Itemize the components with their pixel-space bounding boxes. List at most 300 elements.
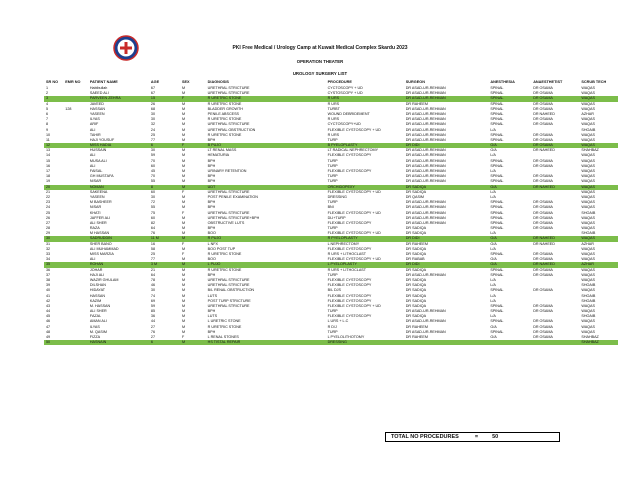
- total-equals: =: [474, 434, 479, 440]
- table-cell: SPINAL: [490, 267, 504, 272]
- table-cell: WAQAS: [581, 226, 595, 231]
- table-cell: DR ASAD-UR-REHMAN: [405, 272, 446, 277]
- table-cell: BPH: [207, 174, 216, 179]
- table-cell: DR ASAD-UR-REHMAN: [405, 158, 446, 163]
- table-cell: TURP: [327, 174, 338, 179]
- table-cell: CYCTOSCOPY+UD: [327, 122, 361, 127]
- table-cell: URETHRAL STRICTURE: [207, 189, 250, 194]
- table-cell: G/A: [490, 241, 497, 246]
- table-cell: L/A: [490, 231, 496, 236]
- table-cell: DR SADIQA: [405, 267, 427, 272]
- table-cell: DR SADIQA: [405, 303, 427, 308]
- table-cell: DR NAHEED: [531, 185, 579, 190]
- table-cell: SPINAL: [490, 220, 504, 225]
- table-cell: 6: [149, 340, 180, 345]
- table-cell: 7: [46, 117, 49, 122]
- table-cell: DR OSAMA: [533, 335, 553, 339]
- table-cell: FIZZA: [89, 335, 101, 339]
- column-header: SCRUB TECH: [581, 80, 607, 85]
- table-cell: SPINAL: [490, 174, 504, 179]
- table-cell: DR ASAD-UR-REHMAN: [405, 215, 446, 220]
- table-cell: 21: [150, 267, 156, 272]
- table-cell: DR OSAMA: [533, 324, 553, 329]
- table-cell: G/A: [490, 257, 497, 262]
- table-cell: DR ASAD-UR-REHMAN: [405, 86, 446, 90]
- table-cell: TURP: [327, 272, 338, 277]
- table-cell: 36: [46, 267, 51, 272]
- table-cell: 30: [150, 117, 156, 122]
- table-cell: SPINAL: [490, 319, 504, 324]
- column-header: AGE: [150, 80, 160, 85]
- table-cell: SPINAL: [490, 137, 504, 142]
- table-cell: 25: [150, 132, 156, 137]
- table-cell: M: [181, 153, 186, 158]
- table-cell: M. HASSAN: [89, 303, 111, 308]
- table-cell: M: [181, 272, 186, 277]
- table-cell: WAQAS: [581, 194, 595, 199]
- table-cell: AMAN ALI: [89, 319, 107, 324]
- table-cell: M: [181, 163, 186, 168]
- table-cell: HAJI YOUSUF: [89, 137, 115, 142]
- column-header: EMR NO: [65, 80, 81, 85]
- table-cell: DR ASAD-UR-REHMAN: [405, 122, 446, 127]
- table-cell: M: [181, 86, 186, 90]
- column-header: SURGEON: [405, 80, 425, 85]
- table-cell: ALI SHER: [89, 309, 107, 314]
- table-cell: KHATI: [89, 210, 101, 215]
- table-cell: DR RAHEEM: [405, 101, 428, 106]
- table-cell: R URETRIC STONE: [207, 117, 242, 122]
- table-cell: M: [181, 267, 186, 272]
- table-cell: 6: [46, 111, 49, 116]
- table-cell: FLEXIBLE CYSTOSCOPY: [327, 314, 372, 319]
- table-cell: WAQAS: [581, 174, 595, 179]
- table-cell: L/A: [490, 127, 496, 132]
- table-cell: 41: [46, 293, 51, 298]
- table-cell: WAQAS: [581, 267, 595, 272]
- table-cell: TURP: [327, 200, 338, 205]
- table-cell: SHAHBAZ: [579, 340, 618, 345]
- table-cell: WAZIR GHULAM: [89, 277, 119, 282]
- table-cell: M: [181, 277, 186, 282]
- table-cell: DR RABAB: [405, 257, 425, 262]
- table-cell: M: [180, 185, 206, 190]
- table-cell: WAQAS: [581, 272, 595, 277]
- table-cell: M: [181, 293, 186, 298]
- table-cell: BPH: [207, 200, 216, 205]
- table-cell: SPINAL: [490, 91, 504, 96]
- table-cell: WAQAS: [581, 324, 595, 329]
- table-cell: FLEXIBLE CYSTOSCOPY: [327, 220, 372, 225]
- table-cell: URINARY RETENTION: [207, 169, 247, 173]
- table-cell: WAQAS: [581, 169, 595, 173]
- table-cell: ALI: [89, 127, 96, 132]
- table-cell: SHOAIB: [581, 231, 596, 236]
- table-cell: SPINAL: [490, 200, 504, 205]
- table-cell: M: [181, 122, 186, 127]
- table-cell: WAQAS: [581, 257, 595, 262]
- table-cell: HIDAYAT: [89, 288, 106, 293]
- table-cell: F: [181, 241, 185, 246]
- table-cell: M: [181, 179, 186, 184]
- column-header: SEX: [181, 80, 190, 85]
- table-cell: 46: [46, 319, 51, 324]
- table-cell: ILYAS: [89, 324, 100, 329]
- table-cell: SPINAL: [490, 132, 504, 137]
- table-cell: DRESSING: [327, 194, 347, 199]
- table-cell: DLI+TURP: [327, 215, 346, 220]
- table-cell: FLEXIBLE CYSTOSCOPY + UD: [327, 210, 381, 215]
- table-cell: F: [181, 210, 185, 215]
- table-cell: 10: [46, 132, 51, 137]
- table-cell: BPH: [207, 205, 216, 210]
- table-cell: AZHAR: [581, 241, 594, 246]
- table-cell: DR NAHEED: [531, 262, 579, 267]
- table-cell: 45: [46, 314, 51, 319]
- table-cell: TURP: [327, 309, 338, 314]
- table-cell: URETHRAL STRICTURE: [207, 86, 250, 90]
- table-cell: M: [181, 288, 186, 293]
- table-cell: 38: [46, 277, 51, 282]
- table-body: [44, 86, 618, 345]
- table-cell: R URETRIC STONE: [207, 252, 242, 256]
- table-cell: 69: [150, 298, 156, 303]
- table-cell: R URS: [327, 132, 340, 137]
- table-cell: ALI: [89, 163, 96, 168]
- table-cell: DR ASAD-UR-REHMAN: [405, 309, 446, 314]
- table-cell: DR OSAMA: [533, 158, 553, 163]
- table-cell: DR ASAD-UR-REHMAN: [405, 148, 446, 153]
- table-cell: SPINAL: [490, 205, 504, 210]
- table-cell: FLEXIBLE CYSTOSCOPY: [327, 283, 372, 288]
- table-cell: SPINAL: [490, 252, 504, 256]
- table-cell: 15: [149, 96, 180, 101]
- table-cell: DR OSAMA: [533, 309, 553, 314]
- table-cell: 16: [46, 163, 51, 168]
- table-cell: MUSA ALI: [89, 158, 107, 163]
- table-cell: DR OSAMA: [533, 200, 553, 205]
- table-cell: 128: [65, 106, 72, 111]
- table-cell: 24: [46, 205, 51, 210]
- table-cell: L URS + L.C: [327, 319, 349, 324]
- table-cell: 16: [150, 241, 156, 246]
- table-cell: BPH: [207, 179, 216, 184]
- table-cell: 13: [46, 148, 51, 153]
- table-cell: 64: [150, 272, 156, 277]
- table-cell: G/A: [490, 335, 497, 339]
- table-cell: 47: [46, 324, 51, 329]
- table-cell: R URETRIC STONE: [207, 324, 242, 329]
- table-cell: 1: [46, 86, 49, 90]
- table-cell: BPH: [207, 329, 216, 334]
- table-cell: HAJI ALI: [89, 272, 105, 277]
- table-cell: DR SADIQA: [405, 298, 427, 303]
- table-cell: 85: [150, 309, 156, 314]
- table-cell: 36: [150, 314, 156, 319]
- table-cell: WAQAS: [581, 288, 595, 293]
- table-cell: JOHAR: [89, 267, 103, 272]
- table-cell: URETHRAL STRICTURE+BPH: [207, 215, 260, 220]
- table-cell: SHOAIB: [581, 283, 596, 288]
- table-cell: DR OSAMA: [531, 143, 579, 148]
- table-cell: M: [181, 314, 186, 319]
- table-cell: LUTS: [207, 314, 218, 319]
- table-cell: DR SADIQA: [405, 246, 427, 251]
- table-cell: 70: [150, 174, 156, 179]
- table-cell: B/L RENAL OBSTRUCTION: [207, 288, 255, 293]
- table-cell: WAQAS: [581, 319, 595, 324]
- table-cell: 68: [150, 106, 156, 111]
- table-cell: M: [181, 257, 186, 262]
- table-cell: HS TISTAL REPAIR: [206, 340, 326, 345]
- table-cell: 11: [46, 137, 50, 142]
- table-cell: R URETRIC STONE: [207, 101, 242, 106]
- table-cell: M: [181, 106, 186, 111]
- table-cell: M: [181, 127, 186, 132]
- table-cell: M: [180, 236, 206, 241]
- table-cell: WOUND DEBRIDEMENT: [327, 111, 370, 116]
- table-cell: WAQAS: [579, 96, 618, 101]
- table-cell: MISS HADIA: [88, 143, 149, 148]
- table-cell: DR DIDI: [404, 262, 489, 267]
- table-cell: ARIF: [89, 122, 99, 127]
- table-cell: 2: [46, 91, 49, 96]
- table-cell: TURP: [327, 329, 338, 334]
- table-cell: SPINAL: [490, 158, 504, 163]
- table-cell: L/A: [490, 283, 496, 288]
- table-cell: DR OSAMA: [533, 86, 553, 90]
- table-cell: DR ASAD-UR-REHMAN: [405, 210, 446, 215]
- table-cell: M: [181, 215, 186, 220]
- table-cell: FLEXIBLE CYSTOSCOPY + UD: [327, 257, 381, 262]
- table-cell: HASNAIN: [88, 340, 149, 345]
- table-cell: 64: [150, 226, 156, 231]
- table-cell: HEMATURIA: [207, 153, 230, 158]
- table-cell: YASEEN: [89, 194, 105, 199]
- table-row: [44, 340, 618, 345]
- table-cell: SADRUDDIN: [88, 236, 149, 241]
- table-cell: TURP: [327, 179, 338, 184]
- table-cell: M: [181, 324, 186, 329]
- table-cell: L URETRIC STONE: [207, 319, 241, 324]
- table-cell: 75: [150, 210, 156, 215]
- table-cell: WAQAS: [581, 329, 595, 334]
- table-cell: L/A: [490, 293, 496, 298]
- table-cell: WAQAS: [581, 86, 595, 90]
- table-cell: WAQAS: [581, 122, 595, 127]
- table-cell: DR OSAMA: [533, 288, 553, 293]
- table-cell: 70: [150, 158, 156, 163]
- table-cell: 18: [46, 174, 51, 179]
- table-cell: JAVEED: [89, 101, 104, 106]
- table-cell: 76: [150, 329, 156, 334]
- table-cell: 14: [46, 153, 51, 158]
- table-cell: B/L DJS: [327, 288, 341, 293]
- table-cell: 30: [150, 111, 156, 116]
- table-cell: LT RENAL MASS: [207, 148, 237, 153]
- table-cell: DR OSAMA: [533, 174, 553, 179]
- table-cell: POST TURP STRICTURE: [207, 298, 251, 303]
- column-header: PATIENT NAME: [89, 80, 118, 85]
- table-cell: M: [181, 283, 186, 288]
- table-cell: WAQAS: [581, 200, 595, 205]
- table-cell: ALI SHER: [89, 220, 107, 225]
- table-cell: 27: [150, 335, 156, 339]
- surgery-list-table: [44, 80, 618, 345]
- table-cell: 77: [150, 257, 156, 262]
- table-cell: DR OSAMA: [533, 329, 553, 334]
- table-cell: 55: [150, 179, 156, 184]
- table-cell: SPINAL: [490, 226, 504, 231]
- table-cell: DR OSAMA: [533, 252, 553, 256]
- table-cell: 26: [150, 101, 156, 106]
- table-cell: 12: [44, 143, 63, 148]
- table-cell: WAQAS: [581, 303, 595, 308]
- table-cell: SPINAL: [488, 96, 531, 101]
- table-cell: DR OSAMA: [533, 215, 553, 220]
- table-cell: DR OSAMA: [533, 101, 553, 106]
- table-cell: SHOAIB: [581, 293, 596, 298]
- table-cell: L NFX: [207, 241, 218, 246]
- table-cell: HUSSAIN: [89, 148, 107, 153]
- table-cell: DILSHAN: [89, 283, 106, 288]
- table-cell: WAQAS: [581, 163, 595, 168]
- table-cell: R PYELOPLASTY: [326, 236, 404, 241]
- table-cell: M: [180, 340, 206, 345]
- table-cell: ILYAS: [89, 117, 100, 122]
- list-heading: UROLOGY SURGERY LIST: [292, 71, 348, 76]
- table-cell: DR SADIQA: [405, 283, 427, 288]
- table-cell: L/A: [490, 189, 496, 194]
- table-cell: DR SADIQA: [405, 226, 427, 231]
- table-cell: URETHRAL STRICTURE: [207, 210, 250, 215]
- table-cell: 45: [150, 169, 156, 173]
- table-cell: BPH: [207, 272, 216, 277]
- table-cell: 72: [150, 200, 156, 205]
- table-cell: SPINAL: [490, 303, 504, 308]
- table-cell: M: [180, 262, 206, 267]
- table-cell: WAQAS: [581, 137, 595, 142]
- table-cell: M: [181, 132, 186, 137]
- table-cell: G/A: [488, 143, 531, 148]
- table-cell: 34: [46, 257, 51, 262]
- table-cell: G/A: [490, 324, 497, 329]
- table-cell: RAZA: [89, 226, 100, 231]
- table-cell: 24: [150, 127, 156, 132]
- table-cell: BOO: [207, 231, 216, 236]
- table-cell: 3 M: [149, 262, 180, 267]
- table-cell: [63, 340, 88, 345]
- table-cell: SHOAIB: [581, 314, 596, 319]
- table-cell: DR ASAD-UR-REHMAN: [405, 329, 446, 334]
- table-cell: 20: [44, 185, 63, 190]
- table-cell: R URS: [327, 101, 340, 106]
- table-cell: 21: [46, 189, 51, 194]
- table-cell: M: [181, 148, 186, 153]
- table-cell: M: [181, 200, 186, 205]
- table-cell: SPINAL: [490, 163, 504, 168]
- table-cell: PARVEEN ZEHRA: [88, 96, 149, 101]
- table-cell: FLEXIBLE CYSTOSCOPY: [327, 277, 372, 282]
- table-cell: 74: [150, 293, 156, 298]
- table-cell: BPH: [207, 226, 216, 231]
- table-cell: 60: [150, 189, 156, 194]
- table-cell: 4: [46, 101, 49, 106]
- table-cell: L PYELOLITHOTOMY: [327, 335, 365, 339]
- table-cell: L NEPHRECTOMY: [327, 241, 360, 246]
- table-cell: FLEXIBLE CYSTOSCOPY: [327, 169, 372, 173]
- table-cell: 67: [150, 91, 156, 96]
- table-cell: DR ASAD-UR-REHMAN: [405, 179, 446, 184]
- table-cell: ALI: [89, 257, 96, 262]
- table-cell: FLEXIBLE CYSTOSCOPY + UD: [327, 189, 381, 194]
- table-cell: DR OSAMA: [533, 205, 553, 210]
- table-cell: DR QASIM: [405, 194, 424, 199]
- table-cell: [488, 340, 531, 345]
- table-cell: 59: [150, 153, 156, 158]
- table-cell: BOO POST TUP: [207, 246, 236, 251]
- table-cell: LT RADICAL NEPHRECTOMY: [327, 148, 379, 153]
- table-cell: MISS MARZIA: [89, 252, 114, 256]
- table-cell: HASSAN: [89, 106, 106, 111]
- table-cell: BNI: [327, 205, 334, 210]
- table-cell: WAQAS: [581, 106, 595, 111]
- table-cell: SPINAL: [490, 309, 504, 314]
- table-cell: DR ASAD-UR-REHMAN: [405, 163, 446, 168]
- table-cell: 31: [46, 241, 51, 246]
- table-cell: L PUJO: [206, 262, 326, 267]
- table-cell: M HASSAN: [89, 231, 110, 236]
- table-cell: DR ASAD-UR-REHMAN: [405, 153, 446, 158]
- table-cell: TURP: [327, 163, 338, 168]
- table-cell: DR NAHEED: [531, 236, 579, 241]
- column-header: DIAGNOSIS: [207, 80, 229, 85]
- table-cell: YASEEN: [89, 111, 105, 116]
- table-cell: DR NAHEED: [533, 111, 555, 116]
- table-cell: DR OSAMA: [533, 122, 553, 127]
- table-cell: BOO: [207, 257, 216, 262]
- table-cell: 9: [46, 127, 49, 132]
- table-cell: SPINAL: [490, 272, 504, 277]
- table-cell: 58: [150, 246, 156, 251]
- table-cell: DRESSING: [326, 340, 404, 345]
- table-cell: 40: [46, 288, 51, 293]
- table-cell: DR OSAMA: [533, 106, 553, 111]
- table-cell: SHER BANO: [89, 241, 112, 246]
- column-header: ANAESTHETIST: [533, 80, 563, 85]
- table-cell: SPINAL: [490, 288, 504, 293]
- table-cell: 82: [150, 220, 156, 225]
- table-cell: UDT: [206, 185, 326, 190]
- table-cell: AZHAR: [579, 262, 618, 267]
- table-cell: M: [181, 220, 186, 225]
- table-cell: DR ASAD-UR-REHMAN: [405, 111, 446, 116]
- table-cell: 30: [150, 148, 156, 153]
- table-cell: 78: [150, 277, 156, 282]
- table-cell: DR SADIQA: [404, 185, 489, 190]
- table-cell: 67: [150, 86, 156, 90]
- table-cell: 29: [46, 231, 51, 236]
- table-cell: DR SADIQA: [405, 189, 427, 194]
- table-cell: JAFFER ALI: [89, 215, 111, 220]
- table-cell: SAKEENA: [89, 189, 108, 194]
- table-cell: 77: [150, 137, 156, 142]
- table-cell: F: [180, 143, 206, 148]
- table-cell: SPINAL: [490, 215, 504, 220]
- table-cell: M: [181, 246, 186, 251]
- table-cell: NISAR: [89, 205, 102, 210]
- table-cell: 39: [46, 283, 51, 288]
